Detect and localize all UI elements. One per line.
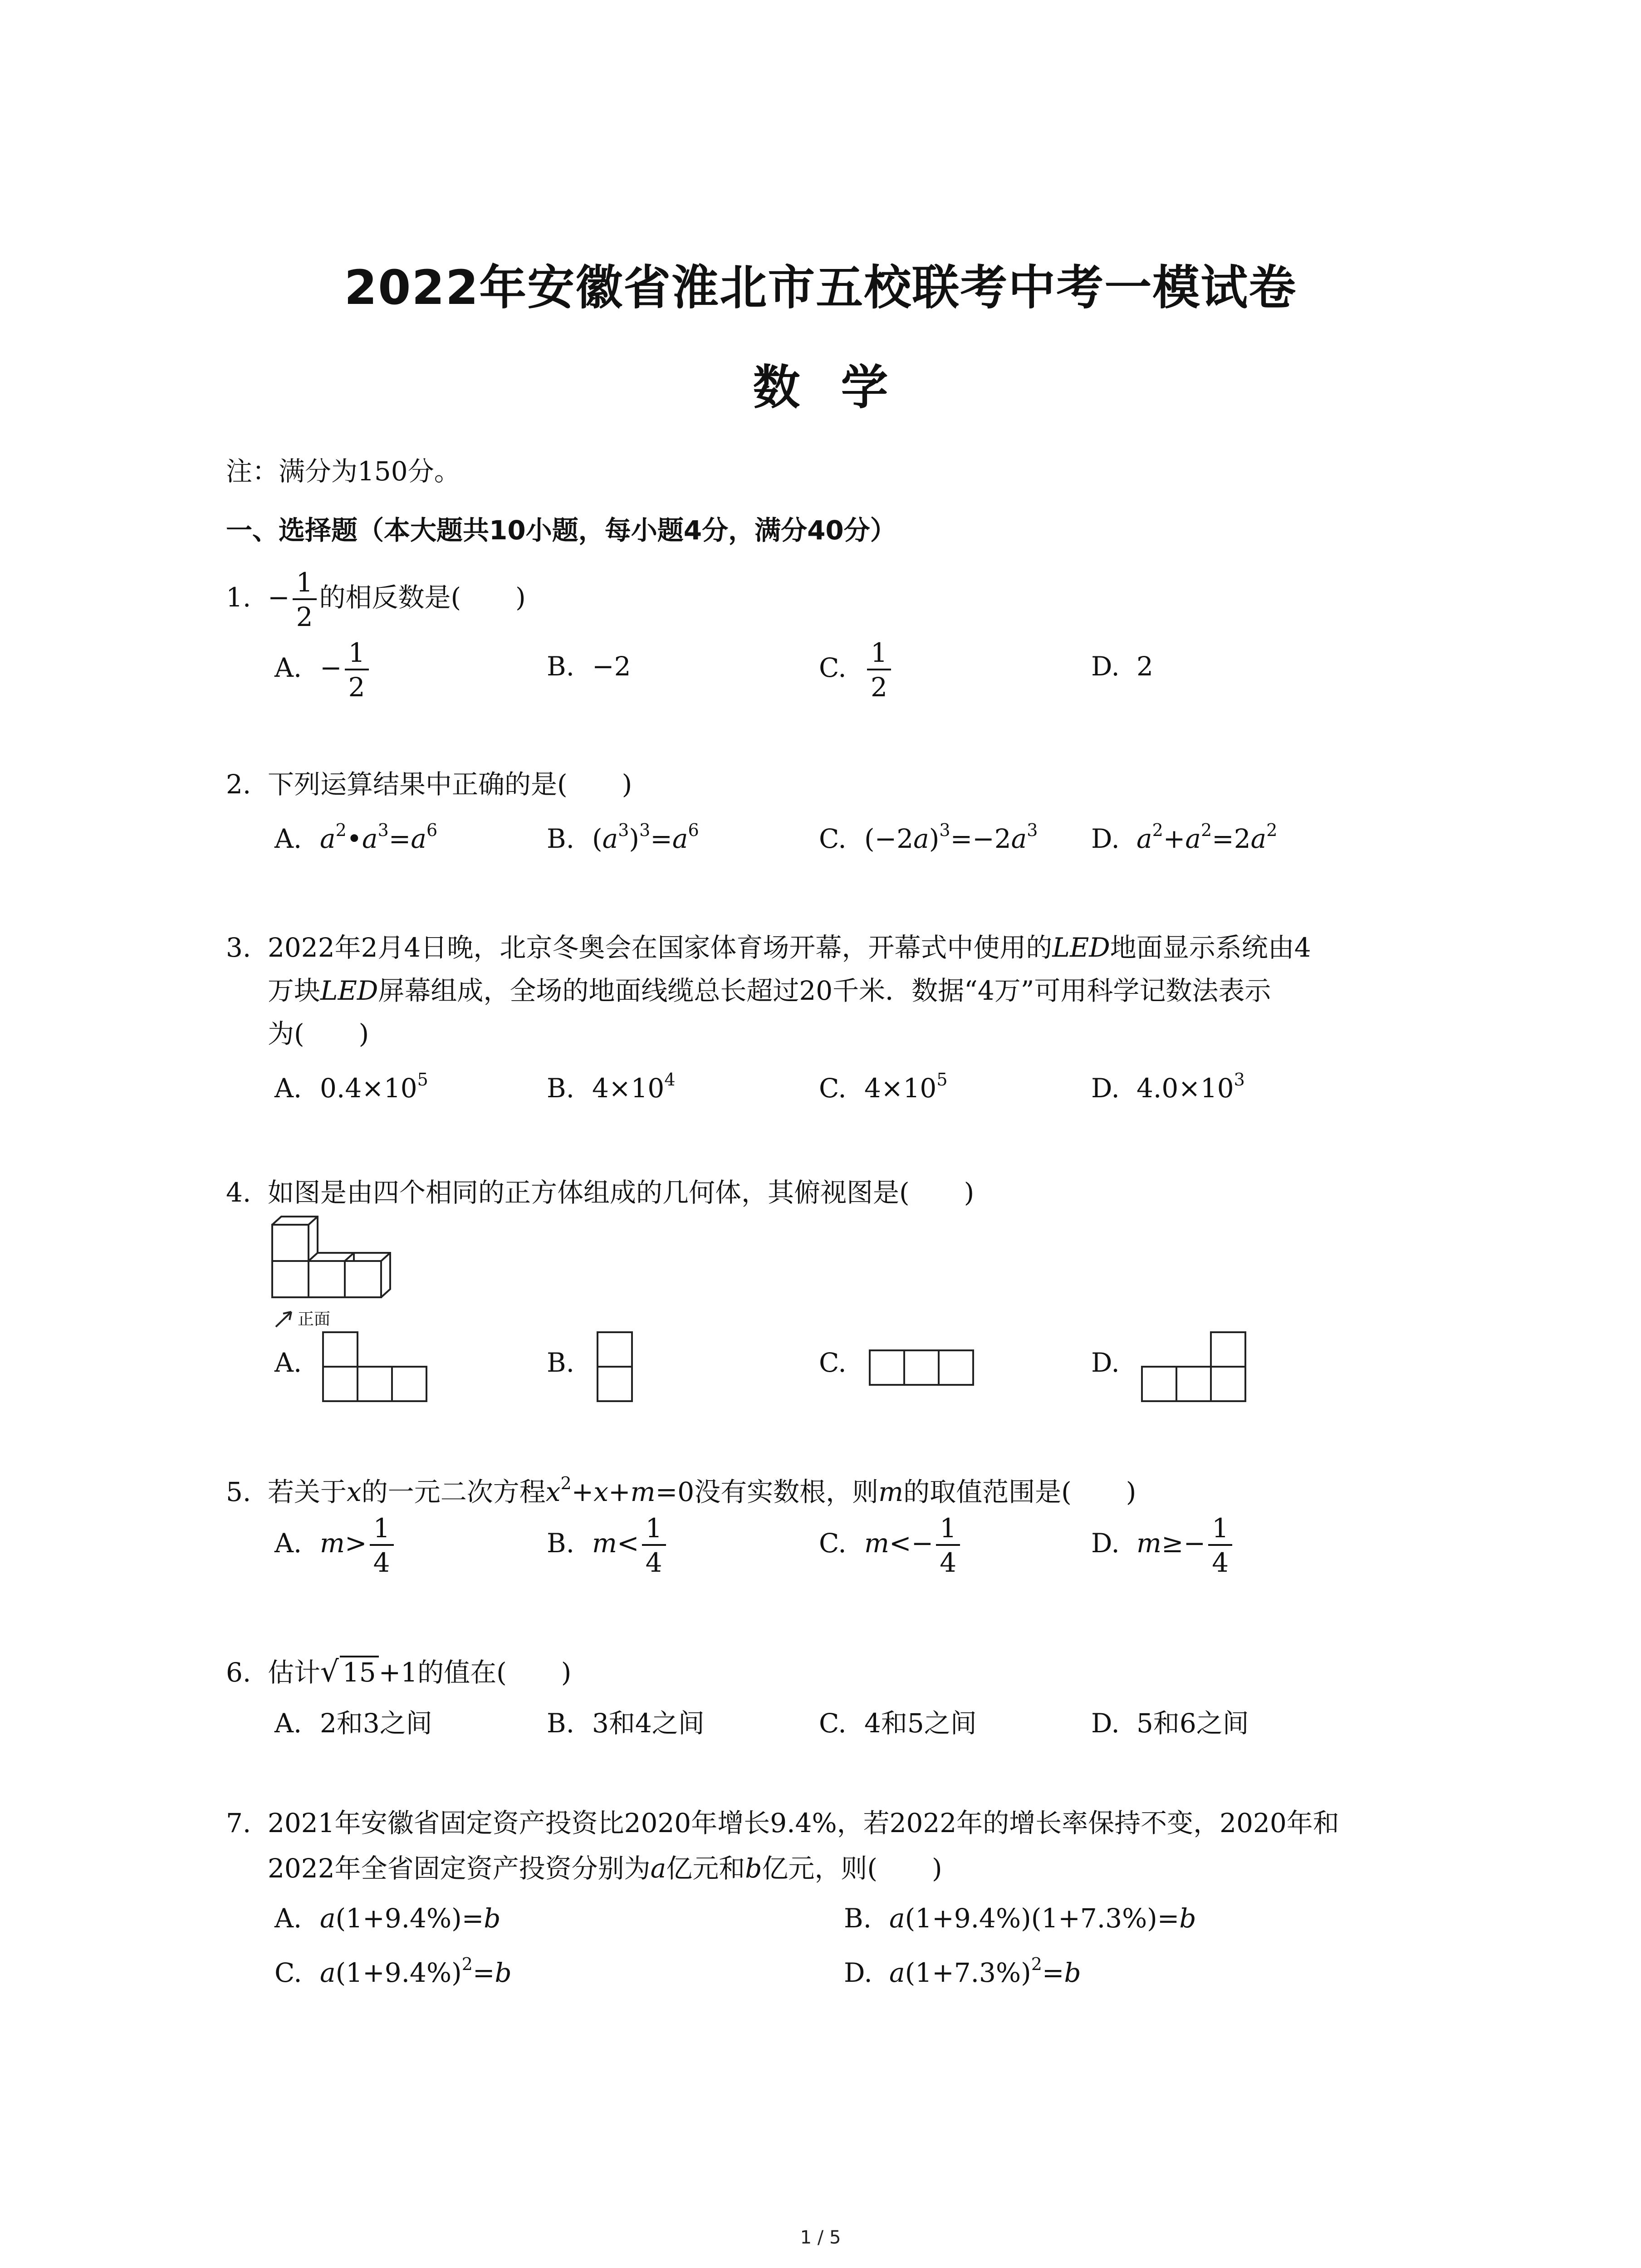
option-c[interactable] <box>819 1349 864 1376</box>
option-letter: A. <box>274 1903 302 1934</box>
option-letter: D. <box>1091 1347 1120 1378</box>
question-number: 4. <box>226 1177 251 1208</box>
option-letter: A. <box>274 1528 302 1559</box>
option-text: 2和3之间 <box>320 1708 432 1739</box>
option-text: 4.0×10 <box>1136 1073 1234 1104</box>
front-label: 正面 <box>298 1310 331 1329</box>
square <box>1142 1367 1176 1401</box>
denominator: 2 <box>348 672 365 703</box>
relation-sign: > <box>345 1528 367 1559</box>
question-3 <box>226 934 1311 961</box>
option-a[interactable] <box>274 1515 397 1576</box>
question-5 <box>226 1473 1136 1507</box>
option-letter: C. <box>819 652 847 684</box>
minus-sign: − <box>1183 1528 1206 1559</box>
square <box>358 1367 392 1401</box>
question-number: 7. <box>226 1808 251 1838</box>
radical-sign: √ <box>320 1655 339 1689</box>
close-paren: ) <box>964 1177 975 1208</box>
page-title: 2022年安徽省淮北市五校联考中考一模试卷 <box>344 260 1297 315</box>
option-c[interactable] <box>819 820 1038 854</box>
option-letter: C. <box>819 823 847 854</box>
question-3-line-2 <box>268 975 1271 1006</box>
option-b[interactable] <box>547 820 699 854</box>
option-letter: C. <box>819 1708 847 1739</box>
option-text: 3和4之间 <box>592 1708 705 1739</box>
option-letter: D. <box>1091 1708 1120 1739</box>
question-text: 没有实数根，则 <box>694 1476 879 1507</box>
option-letter: A. <box>274 1347 302 1378</box>
close-paren: ) <box>1126 1476 1136 1507</box>
option-d[interactable] <box>1091 1708 1249 1739</box>
option-letter: C. <box>274 1957 302 1988</box>
question-text: 万块 <box>268 975 321 1006</box>
exponent: 5 <box>936 1070 948 1090</box>
option-letter: D. <box>1091 651 1120 682</box>
fraction <box>642 1515 666 1576</box>
question-text: 2022年2月4日晚，北京冬奥会在国家体育场开幕，开幕式中使用的 <box>268 932 1053 963</box>
question-6 <box>226 1655 572 1689</box>
option-d[interactable] <box>1091 1349 1136 1376</box>
option-a[interactable] <box>274 637 372 703</box>
option-b[interactable] <box>844 1903 1196 1934</box>
option-letter: D. <box>1091 1528 1120 1559</box>
minus-sign: − <box>268 582 290 613</box>
option-b[interactable] <box>547 651 631 682</box>
question-text: 亿元和 <box>666 1853 745 1884</box>
variable: m <box>864 1528 889 1559</box>
option-c[interactable] <box>819 1070 948 1104</box>
question-number: 3. <box>226 932 251 963</box>
fraction <box>370 1515 394 1576</box>
option-letter: B. <box>844 1903 872 1934</box>
cube-face <box>309 1261 345 1297</box>
denominator: 2 <box>296 601 313 632</box>
question-4 <box>226 1179 974 1206</box>
variable: a <box>889 1957 905 1988</box>
question-text: 地面显示系统由4 <box>1110 932 1311 963</box>
minus-sign: − <box>320 652 342 684</box>
fraction <box>936 1515 960 1576</box>
option-d-figure <box>1141 1331 1250 1404</box>
denominator: 4 <box>645 1547 662 1578</box>
relation-sign: < <box>889 1528 911 1559</box>
option-b[interactable] <box>547 1515 669 1576</box>
exponent: 4 <box>664 1070 676 1090</box>
question-text: 下列运算结果中正确的是( <box>268 769 568 800</box>
option-c-figure <box>869 1349 978 1390</box>
question-number: 5. <box>226 1476 251 1507</box>
question-7-line-2 <box>268 1855 942 1882</box>
variable: b <box>745 1853 762 1884</box>
cube-edge <box>345 1253 354 1261</box>
option-a-figure <box>322 1331 431 1404</box>
option-text: 4×10 <box>864 1073 937 1104</box>
option-letter: B. <box>547 651 575 682</box>
option-text: (1+9.4%)= <box>335 1903 484 1934</box>
option-a[interactable] <box>274 820 438 854</box>
square <box>939 1350 973 1385</box>
variable: m <box>320 1528 345 1559</box>
option-formula: $(a^3)^3=a^6$ <box>592 820 699 854</box>
option-text: (1+9.4%)(1+7.3%)= <box>905 1903 1180 1934</box>
denominator: 4 <box>940 1547 957 1578</box>
option-b[interactable] <box>547 1070 676 1104</box>
option-text: (1+9.4%) <box>335 1957 462 1988</box>
question-text: +1的值在( <box>378 1657 507 1688</box>
denominator: 4 <box>373 1547 390 1578</box>
option-text: 4×10 <box>592 1073 665 1104</box>
option-text: 5和6之间 <box>1136 1708 1249 1739</box>
square <box>323 1367 358 1401</box>
option-letter: D. <box>1091 823 1120 854</box>
option-d[interactable] <box>1091 651 1153 682</box>
question-7 <box>226 1810 1339 1836</box>
option-letter: D. <box>1091 1073 1120 1104</box>
option-letter: D. <box>844 1957 872 1988</box>
section-heading: 一、选择题（本大题共10小题，每小题4分，满分40分） <box>226 515 896 546</box>
question-text: 屏幕组成，全场的地面线缆总长超过20千米．数据“4万”可用科学记数法表示 <box>378 975 1271 1006</box>
minus-sign: − <box>911 1528 934 1559</box>
cube-face <box>272 1261 309 1297</box>
relation-sign: ≥ <box>1161 1528 1184 1559</box>
square <box>323 1332 358 1367</box>
close-paren: ) <box>358 1018 369 1049</box>
question-text: 的相反数是( <box>319 582 461 613</box>
option-letter: B. <box>547 823 575 854</box>
question-number: 1. <box>226 582 251 613</box>
option-a[interactable] <box>274 1708 432 1739</box>
denominator: 4 <box>1212 1547 1229 1578</box>
option-letter: C. <box>819 1528 847 1559</box>
option-a[interactable] <box>274 1349 320 1376</box>
question-text: 亿元，则( <box>762 1853 877 1884</box>
square <box>1211 1332 1245 1367</box>
numerator: 1 <box>370 1515 394 1546</box>
exponent: 2 <box>461 1954 473 1974</box>
cube-face <box>272 1225 309 1261</box>
variable: b <box>1064 1957 1081 1988</box>
option-c[interactable] <box>819 637 894 703</box>
option-text: 4和5之间 <box>864 1708 977 1739</box>
square <box>904 1350 939 1385</box>
numerator: 1 <box>642 1515 666 1546</box>
question-text: 为( <box>268 1018 304 1049</box>
variable: a <box>320 1903 336 1934</box>
option-a[interactable] <box>274 1070 428 1104</box>
fraction <box>293 569 317 630</box>
option-letter: A. <box>274 652 302 684</box>
square <box>598 1332 632 1367</box>
question-text: 2021年安徽省固定资产投资比2020年增长9.4%，若2022年的增长率保持不变，2020年和 <box>268 1808 1339 1838</box>
variable: a <box>320 1957 336 1988</box>
question-text: 的取值范围是( <box>903 1476 1072 1507</box>
option-d[interactable] <box>1091 820 1278 854</box>
close-paren: ) <box>515 582 526 613</box>
question-text: 2022年全省固定资产投资分别为 <box>268 1853 651 1884</box>
variable: a <box>889 1903 905 1934</box>
exponent: 2 <box>1031 1954 1042 1974</box>
option-d[interactable] <box>1091 1515 1235 1576</box>
option-text: 0.4×10 <box>320 1073 417 1104</box>
question-3-line-3 <box>268 1018 369 1049</box>
question-number: 2. <box>226 769 251 800</box>
option-text: = <box>472 1957 495 1988</box>
option-b[interactable] <box>547 1349 592 1376</box>
close-paren: ) <box>932 1853 942 1884</box>
option-d[interactable] <box>1091 1070 1245 1104</box>
cube-figure <box>268 1216 413 1334</box>
square <box>392 1367 426 1401</box>
option-letter: B. <box>547 1528 575 1559</box>
option-letter: B. <box>547 1347 575 1378</box>
option-text: 2 <box>1136 651 1153 682</box>
relation-sign: < <box>617 1528 639 1559</box>
option-formula: $(-2a)^3=-2a^3$ <box>864 820 1038 854</box>
option-d[interactable] <box>844 1954 1081 1988</box>
option-letter: A. <box>274 1073 302 1104</box>
option-letter: B. <box>547 1073 575 1104</box>
variable: m <box>878 1476 904 1507</box>
question-text: LED <box>320 975 378 1006</box>
option-text: −2 <box>592 651 631 682</box>
option-c[interactable] <box>274 1954 512 1988</box>
option-b[interactable] <box>547 1708 705 1739</box>
fraction <box>345 637 369 703</box>
question-text: 若关于 <box>268 1476 347 1507</box>
option-formula: $a^2•a^3=a^6$ <box>320 820 438 854</box>
question-text: LED <box>1052 932 1110 963</box>
numerator: 1 <box>867 640 891 670</box>
option-letter: A. <box>274 1708 302 1739</box>
cube-edge <box>309 1217 318 1225</box>
square <box>1211 1367 1245 1401</box>
option-a[interactable] <box>274 1903 501 1934</box>
square <box>598 1367 632 1401</box>
variable: a <box>650 1853 666 1884</box>
numerator: 1 <box>936 1515 960 1546</box>
fraction <box>867 637 891 703</box>
numerator: 1 <box>293 569 317 600</box>
option-formula: $a^2+a^2=2a^2$ <box>1136 820 1278 854</box>
numerator: 1 <box>345 640 369 670</box>
variable: x <box>347 1476 362 1507</box>
option-letter: B. <box>547 1708 575 1739</box>
exponent: 3 <box>1234 1070 1245 1090</box>
close-paren: ) <box>561 1657 572 1688</box>
variable: m <box>592 1528 617 1559</box>
option-letter: C. <box>819 1347 847 1378</box>
subject-title: 数学 <box>753 360 929 415</box>
radicand: 15 <box>340 1656 379 1686</box>
fraction <box>1208 1515 1232 1576</box>
question-number: 6. <box>226 1657 251 1688</box>
option-c[interactable] <box>819 1515 963 1576</box>
square <box>1176 1367 1211 1401</box>
square <box>870 1350 904 1385</box>
option-letter: A. <box>274 823 302 854</box>
variable: m <box>1136 1528 1161 1559</box>
close-paren: ) <box>622 769 632 800</box>
option-letter: C. <box>819 1073 847 1104</box>
denominator: 2 <box>871 672 887 703</box>
exponent: 5 <box>417 1070 428 1090</box>
question-text: 估计 <box>268 1657 321 1688</box>
question-text: 如图是由四个相同的正方体组成的几何体，其俯视图是( <box>268 1177 910 1208</box>
option-text: (1+7.3%) <box>905 1957 1031 1988</box>
option-c[interactable] <box>819 1708 977 1739</box>
cube-face <box>345 1261 381 1297</box>
numerator: 1 <box>1208 1515 1232 1546</box>
option-b-figure <box>597 1331 637 1404</box>
question-2 <box>226 769 632 800</box>
question-text: 的一元二次方程 <box>361 1476 546 1507</box>
equation: $x^2+x+m=0$ <box>545 1473 695 1507</box>
score-note: 注：满分为150分。 <box>226 456 460 487</box>
question-1 <box>226 569 526 630</box>
cube-edge <box>381 1253 390 1261</box>
variable: b <box>495 1957 512 1988</box>
page-number: 1 / 5 <box>800 2227 841 2248</box>
variable: b <box>1179 1903 1196 1934</box>
option-text: = <box>1042 1957 1064 1988</box>
variable: b <box>484 1903 501 1934</box>
